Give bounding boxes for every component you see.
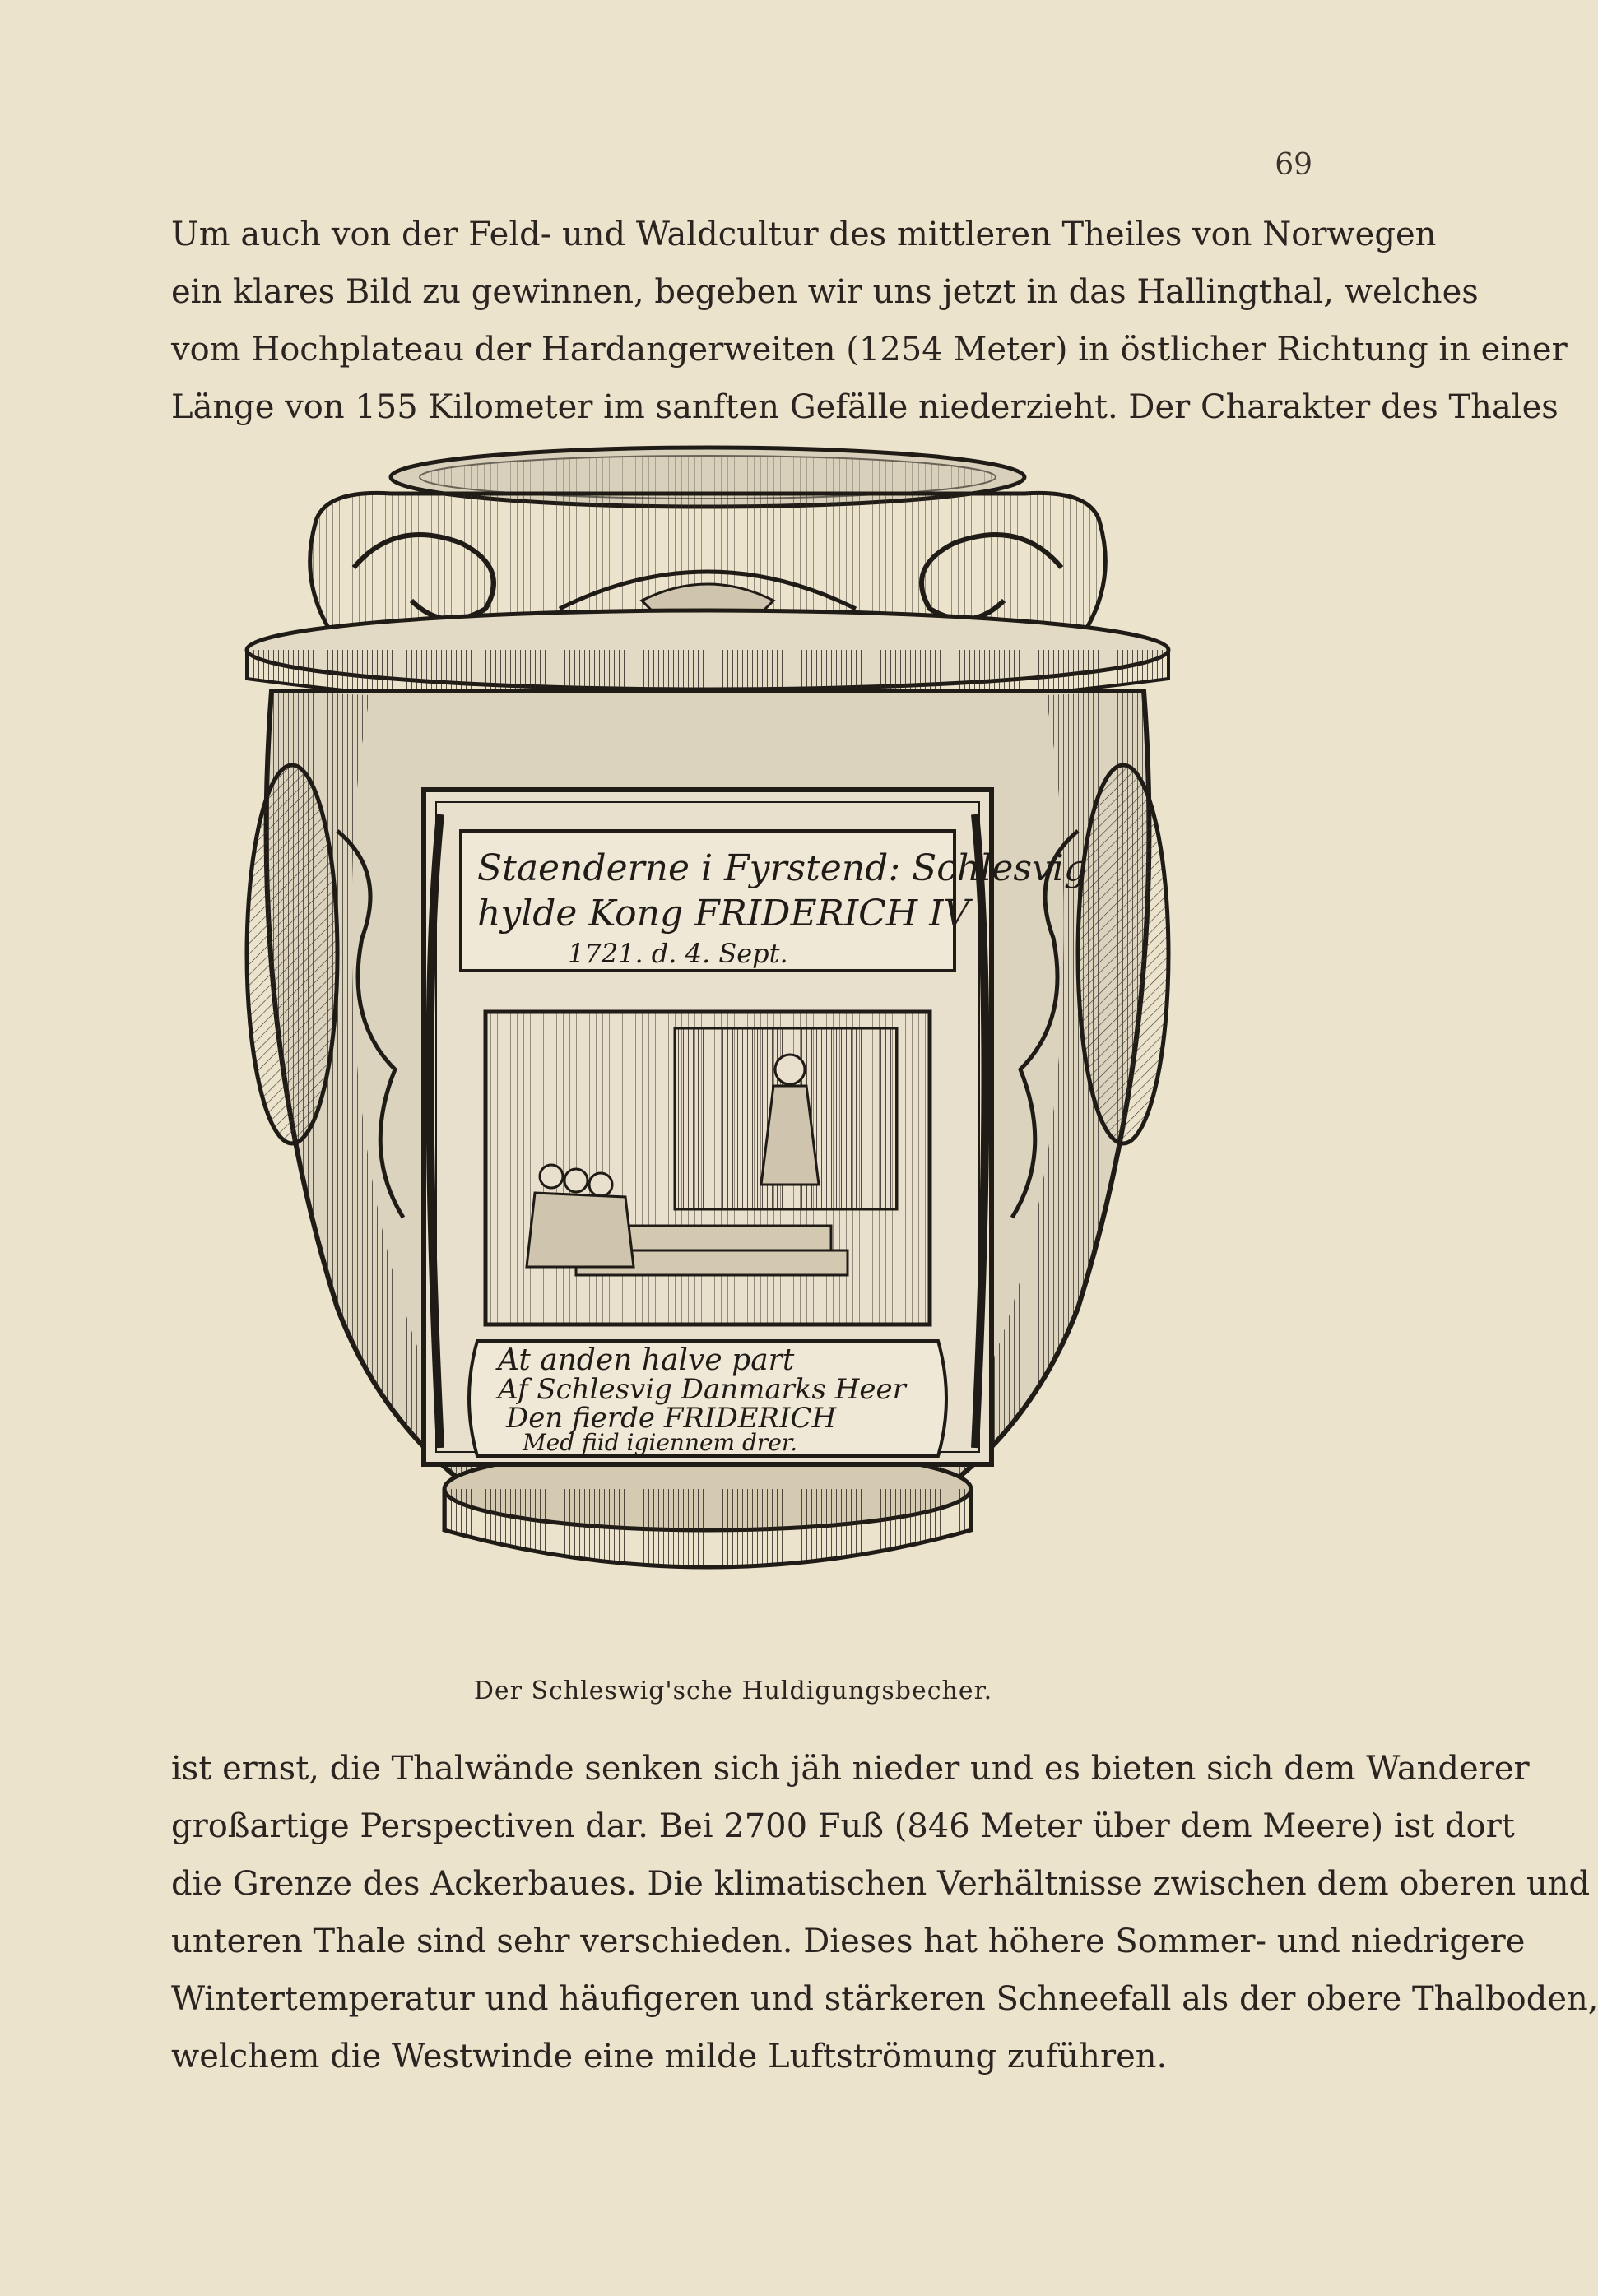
left-medallion [247,765,337,1143]
paragraph-bottom [171,1740,1598,2085]
cartouche-bottom-line4: Med fiid igiennem drer. [523,1429,798,1456]
cartouche-bottom-line3: Den fierde FRIDERICH [506,1402,837,1435]
cartouche-bottom-line1: At anden halve part [498,1343,795,1377]
text-line: Länge von 155 Kilometer im sanften Gefälle niederzieht. Der Charakter des Thales [171,388,1559,426]
text-line: ist ernst, die Thalwände senken sich jäh nieder und es bieten sich dem Wanderer [171,1750,1530,1788]
cartouche-top-line2: hylde Kong FRIDERICH IV [477,893,970,935]
right-medallion [1078,765,1168,1143]
text-line: die Grenze des Ackerbaues. Die klimatischen Verhältnisse zwischen dem oberen und [171,1865,1591,1903]
text-line: vom Hochplateau der Hardangerweiten (1254 Meter) in östlicher Richtung in einer [171,331,1568,369]
figure-caption: Der Schleswig'sche Huldigungsbecher. [473,1677,993,1705]
page-number: 69 [1275,148,1312,182]
text-line: unteren Thale sind sehr verschieden. Dieses hat höhere Sommer- und niedrigere [171,1923,1526,1960]
cartouche-top-line3: 1721. d. 4. Sept. [568,938,788,969]
text-line: Wintertemperatur und häufigeren und stärkeren Schneefall als der obere Thalboden, [171,1980,1598,2018]
text-line: ein klares Bild zu gewinnen, begeben wir uns jetzt in das Hallingthal, welches [171,273,1479,311]
text-line: welchem die Westwinde eine milde Luftströmung zuführen. [171,2038,1168,2076]
text-line: Um auch von der Feld- und Waldcultur des mittleren Theiles von Norwegen [171,216,1437,253]
goblet-base [444,1489,971,1567]
paragraph-top [171,206,1568,436]
cartouche-top-line1: Staenderne i Fyrstend: Schlesvig [477,847,1088,889]
goblet-engraving [214,444,1168,1645]
text-line: großartige Perspectiven dar. Bei 2700 Fuß (846 Meter über dem Meere) ist dort [171,1807,1515,1845]
engraving-figure [214,444,1168,1645]
cartouche-bottom-line2: Af Schlesvig Danmarks Heer [498,1373,906,1406]
